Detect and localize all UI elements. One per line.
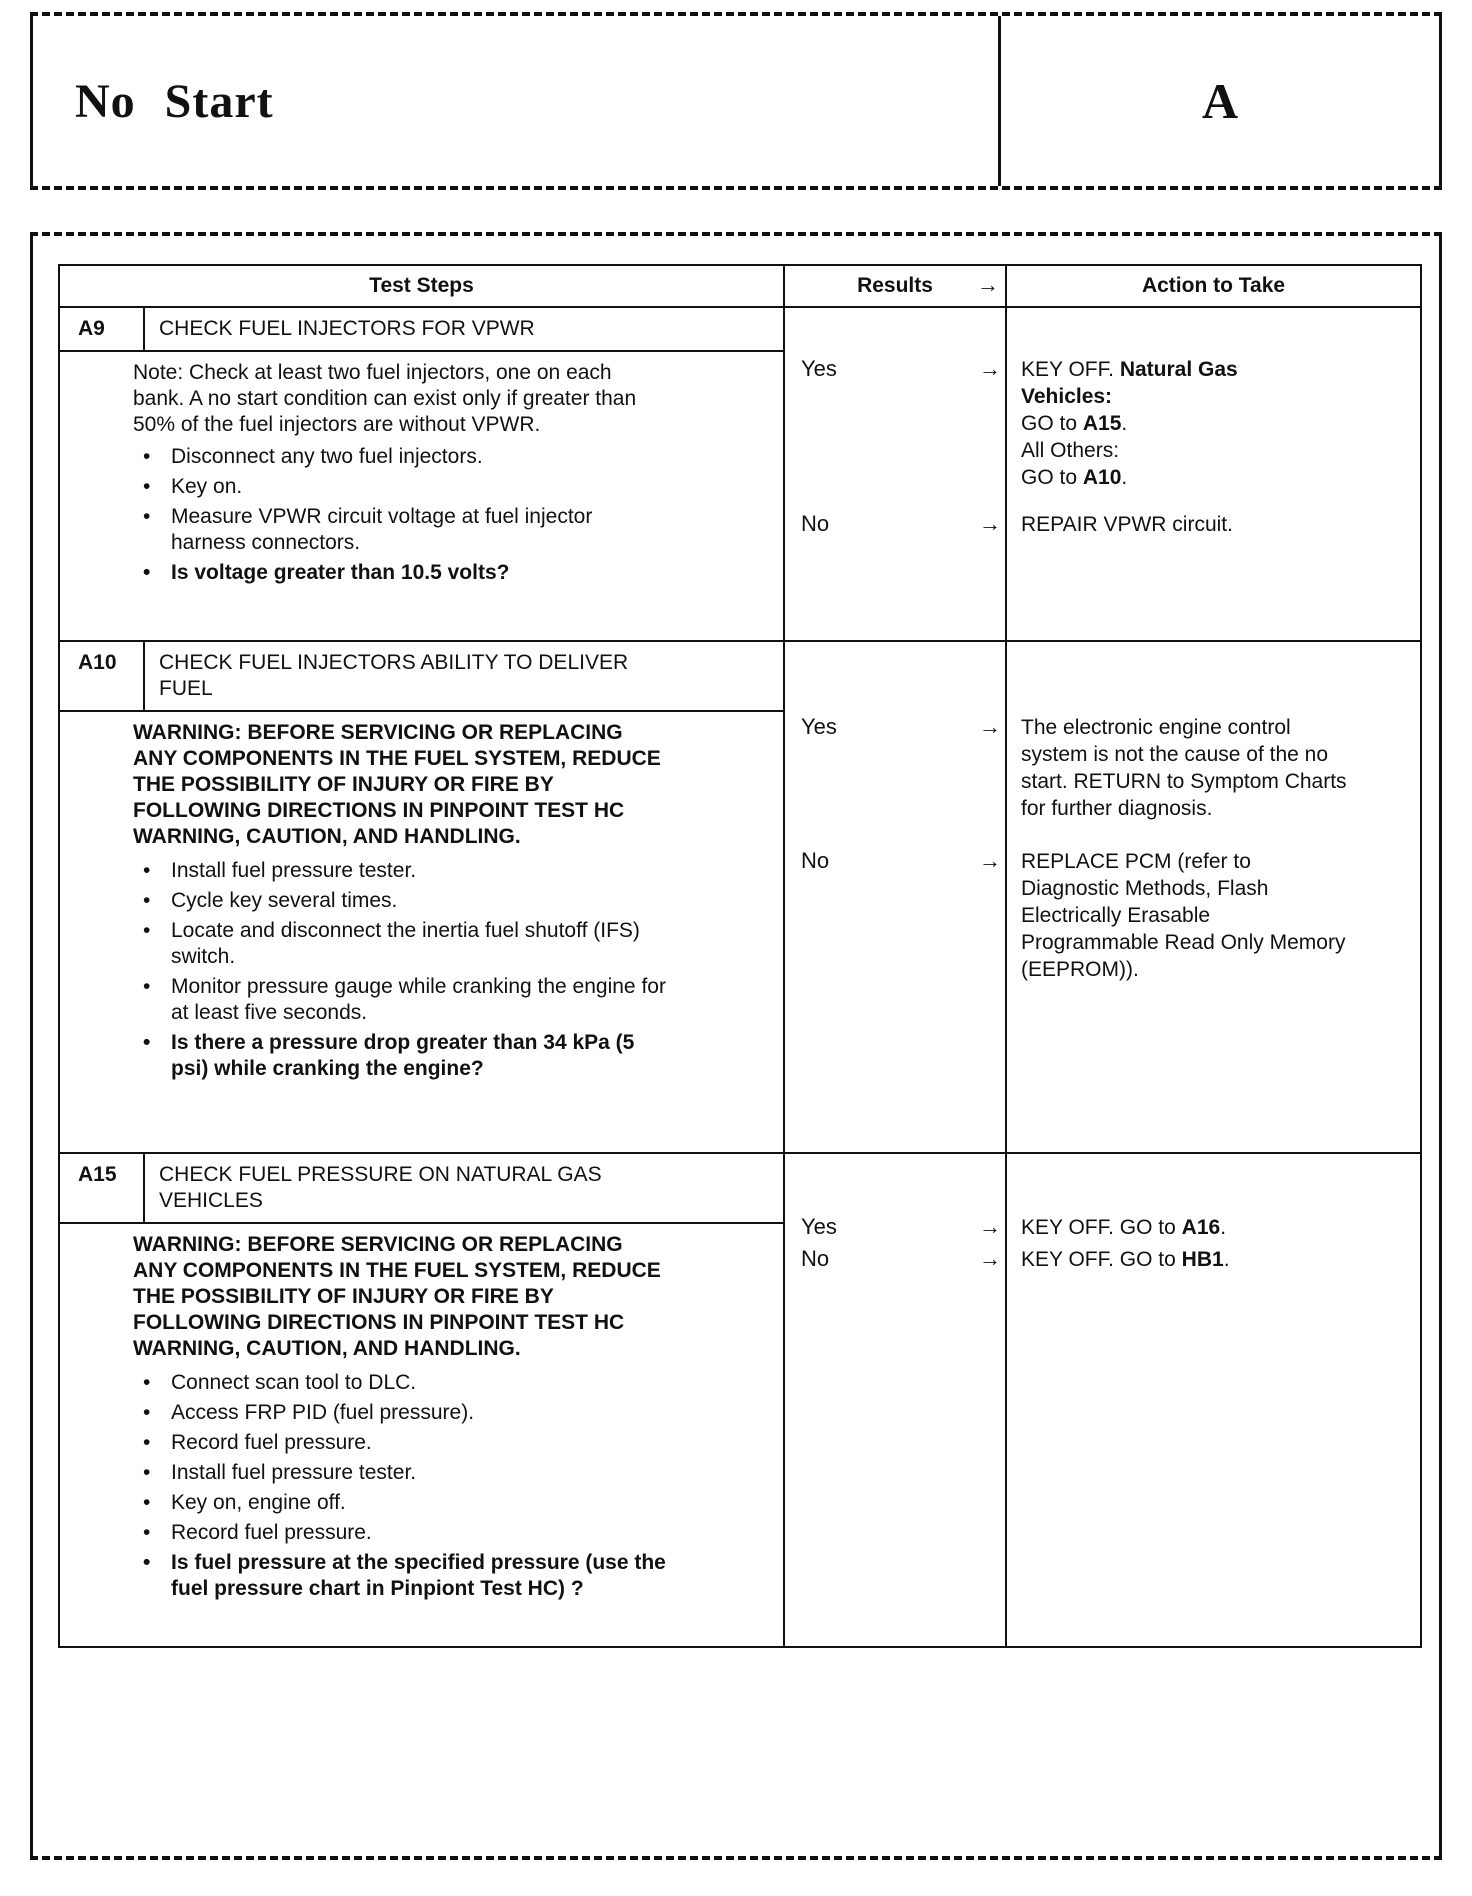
bullet-icon: •: [143, 445, 151, 468]
step-code: A9: [60, 308, 145, 350]
bullet-icon: •: [143, 1551, 151, 1574]
column-header-results-label: Results: [857, 274, 933, 297]
action-text: KEY OFF. Natural Gas Vehicles: GO to A15. All Others: GO to A10.: [1021, 358, 1238, 489]
step-title: CHECK FUEL INJECTORS ABILITY TO DELIVER FUEL: [159, 651, 629, 700]
bullet-icon: •: [143, 505, 151, 528]
arrow-right-icon: →: [979, 848, 1001, 873]
page-title: No Start: [75, 74, 274, 128]
bullet-icon: •: [143, 889, 151, 912]
result-label: No: [801, 1246, 830, 1271]
bullet-icon: •: [143, 1401, 151, 1424]
page-header: [30, 12, 1442, 190]
bullet-icon: •: [143, 1371, 151, 1394]
bullet-item-question: [133, 1550, 668, 1602]
warning-text: WARNING: BEFORE SERVICING OR REPLACING ANY COMPONENTS IN THE FUEL SYSTEM, REDUCE THE POSSIBILITY OF INJURY OR FIRE BY FOLLOWING DIRECTIONS IN PINPOINT TEST HC WARNING, CAUTION, AND HANDLING.: [133, 1233, 661, 1360]
page-header-right: [1001, 16, 1439, 186]
bullet-item: [133, 1520, 668, 1546]
action-text: REPLACE PCM (refer to Diagnostic Methods, Flash Electrically Erasable Programmable Read Only Memory (EEPROM)).: [1021, 850, 1346, 981]
step-row-a9: [60, 308, 1420, 642]
step-title: CHECK FUEL PRESSURE ON NATURAL GAS VEHICLES: [159, 1163, 602, 1212]
result-row-no: [785, 822, 1007, 1152]
action-text: The electronic engine control system is not the cause of the no start. RETURN to Symptom Charts for further diagnosis.: [1021, 716, 1347, 820]
bullet-item: [133, 504, 668, 556]
bullet-text: Install fuel pressure tester.: [171, 1461, 417, 1484]
bullet-text: Install fuel pressure tester.: [171, 859, 417, 882]
step-body: [60, 712, 783, 1100]
bullet-item-question: [133, 560, 668, 586]
column-header-action: Action to Take: [1141, 274, 1286, 297]
arrow-right-icon: →: [979, 1214, 1001, 1239]
bullet-text: Disconnect any two fuel injectors.: [171, 445, 483, 468]
step-row-a15: [60, 1154, 1420, 1646]
result-label: No: [801, 511, 830, 536]
bullet-text: Record fuel pressure.: [171, 1521, 372, 1544]
result-row-yes: [785, 642, 1007, 822]
step-note: Note: Check at least two fuel injectors, one on each bank. A no start condition can exist only if greater than 50% of the fuel injectors are without VPWR.: [133, 361, 637, 436]
arrow-right-icon: →: [977, 272, 999, 297]
arrow-right-icon: →: [979, 714, 1001, 739]
bullet-text: Access FRP PID (fuel pressure).: [171, 1401, 475, 1424]
bullet-icon: •: [143, 1461, 151, 1484]
bullet-item: [133, 1400, 668, 1426]
bullet-item: [133, 1460, 668, 1486]
bullet-icon: •: [143, 475, 151, 498]
bullet-item: [133, 858, 668, 884]
bullet-text: Is voltage greater than 10.5 volts?: [171, 561, 510, 584]
pinpoint-test-letter: A: [1201, 73, 1239, 129]
result-label: Yes: [801, 356, 837, 381]
action-text: KEY OFF. GO to A16.: [1021, 1216, 1227, 1239]
table-header-row: [60, 266, 1420, 308]
bullet-text: Record fuel pressure.: [171, 1431, 372, 1454]
bullet-item: [133, 974, 668, 1026]
bullet-icon: •: [143, 859, 151, 882]
result-row-yes: [785, 308, 1007, 491]
arrow-right-icon: →: [979, 1246, 1001, 1271]
action-text: KEY OFF. GO to HB1.: [1021, 1248, 1230, 1271]
bullet-list: [133, 1370, 668, 1602]
result-label: Yes: [801, 714, 837, 739]
bullet-icon: •: [143, 975, 151, 998]
bullet-list: [133, 858, 668, 1082]
bullet-item: [133, 444, 668, 470]
page-header-left: [33, 16, 1001, 186]
bullet-text: Is fuel pressure at the specified pressure (use the fuel pressure chart in Pinpiont Test HC) ?: [171, 1551, 666, 1600]
bullet-text: Connect scan tool to DLC.: [171, 1371, 417, 1394]
step-title: CHECK FUEL INJECTORS FOR VPWR: [159, 317, 535, 340]
column-header-results: [785, 266, 1007, 306]
step-header: [60, 1154, 783, 1224]
bullet-item-question: [133, 1030, 668, 1082]
action-text: REPAIR VPWR circuit.: [1021, 513, 1233, 536]
bullet-text: Monitor pressure gauge while cranking the engine for at least five seconds.: [171, 975, 666, 1024]
step-body: [60, 1224, 783, 1620]
step-code: A15: [60, 1154, 145, 1222]
bullet-item: [133, 1370, 668, 1396]
test-steps-cell: [60, 1154, 785, 1646]
result-row-yes: [785, 1154, 1007, 1241]
result-row-no: [785, 1241, 1007, 1646]
bullet-icon: •: [143, 1031, 151, 1054]
column-header-test-steps: Test Steps: [60, 266, 785, 306]
test-steps-cell: [60, 308, 785, 640]
step-header: [60, 308, 783, 352]
bullet-text: Key on.: [171, 475, 243, 498]
bullet-icon: •: [143, 1521, 151, 1544]
bullet-icon: •: [143, 1431, 151, 1454]
bullet-icon: •: [143, 919, 151, 942]
arrow-right-icon: →: [979, 511, 1001, 536]
bullet-item: [133, 474, 668, 500]
result-label: No: [801, 848, 830, 873]
bullet-icon: •: [143, 561, 151, 584]
warning-text: WARNING: BEFORE SERVICING OR REPLACING ANY COMPONENTS IN THE FUEL SYSTEM, REDUCE THE POSSIBILITY OF INJURY OR FIRE BY FOLLOWING DIRECTIONS IN PINPOINT TEST HC WARNING, CAUTION, AND HANDLING.: [133, 721, 661, 848]
main-frame: [30, 232, 1442, 1860]
result-label: Yes: [801, 1214, 837, 1239]
bullet-text: Is there a pressure drop greater than 34 kPa (5 psi) while cranking the engine?: [171, 1031, 635, 1080]
bullet-item: [133, 1430, 668, 1456]
step-row-a10: [60, 642, 1420, 1154]
step-body: [60, 352, 783, 604]
step-code: A10: [60, 642, 145, 710]
test-steps-cell: [60, 642, 785, 1152]
bullet-text: Key on, engine off.: [171, 1491, 346, 1514]
bullet-text: Locate and disconnect the inertia fuel shutoff (IFS) switch.: [171, 919, 640, 968]
bullet-item: [133, 1490, 668, 1516]
bullet-item: [133, 888, 668, 914]
bullet-text: Measure VPWR circuit voltage at fuel injector harness connectors.: [171, 505, 593, 554]
pinpoint-test-table: [58, 264, 1422, 1648]
arrow-right-icon: →: [979, 356, 1001, 381]
step-header: [60, 642, 783, 712]
result-row-no: [785, 491, 1007, 640]
bullet-list: [133, 444, 668, 586]
bullet-text: Cycle key several times.: [171, 889, 398, 912]
bullet-item: [133, 918, 668, 970]
bullet-icon: •: [143, 1491, 151, 1514]
